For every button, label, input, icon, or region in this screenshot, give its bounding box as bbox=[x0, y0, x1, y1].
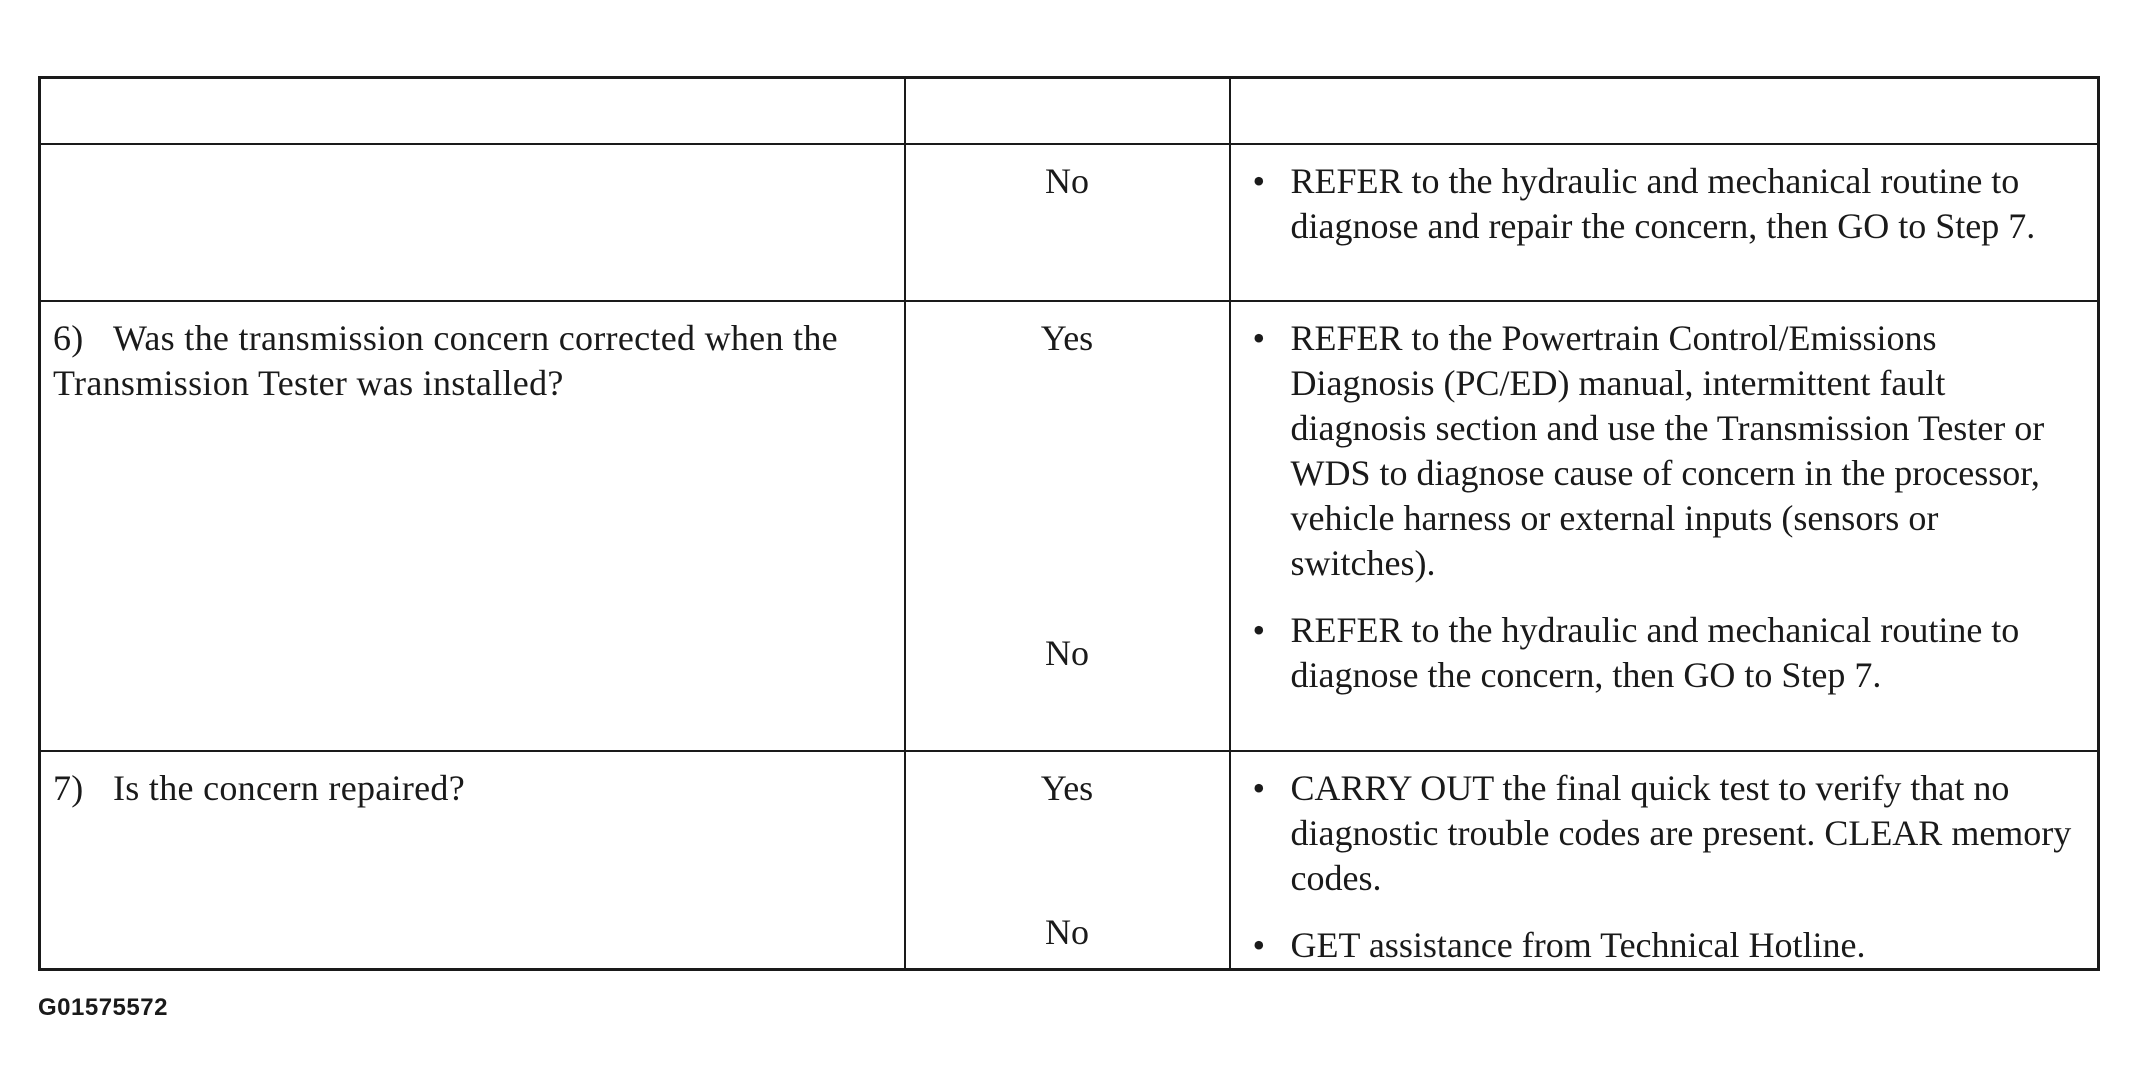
bullet-icon: • bbox=[1252, 610, 1266, 650]
response-cell bbox=[905, 144, 1230, 301]
header-cell-result bbox=[905, 78, 1230, 145]
response-no: No bbox=[1045, 161, 1089, 201]
bullet-icon: • bbox=[1252, 925, 1266, 965]
action-item bbox=[1253, 608, 2082, 698]
question-text: Was the transmission concern corrected when the Transmission Tester was installed? bbox=[53, 318, 838, 403]
bullet-icon: • bbox=[1252, 161, 1266, 201]
action-cell bbox=[1230, 144, 2099, 301]
step-number: 6) bbox=[53, 318, 84, 358]
action-item bbox=[1253, 923, 2082, 968]
question-text: Is the concern repaired? bbox=[113, 768, 465, 808]
response-no: No bbox=[1045, 912, 1089, 952]
bullet-icon: • bbox=[1252, 318, 1266, 358]
action-text: GET assistance from Technical Hotline. bbox=[1290, 925, 1866, 965]
response-no: No bbox=[1045, 633, 1089, 673]
question-cell bbox=[40, 301, 905, 751]
action-item bbox=[1253, 766, 2082, 901]
table-header-row bbox=[40, 78, 2099, 145]
action-text: CARRY OUT the final quick test to verify that no diagnostic trouble codes are present. CLEAR memory codes. bbox=[1290, 768, 2072, 898]
action-item bbox=[1253, 316, 2082, 586]
response-cell bbox=[905, 751, 1230, 970]
diagnostic-table bbox=[38, 76, 2100, 971]
table-row bbox=[40, 301, 2099, 751]
header-cell-test-step bbox=[40, 78, 905, 145]
action-text: REFER to the hydraulic and mechanical routine to diagnose the concern, then GO to Step 7. bbox=[1290, 610, 2020, 695]
action-cell bbox=[1230, 751, 2099, 970]
figure-id: G01575572 bbox=[38, 994, 168, 1021]
table-row bbox=[40, 751, 2099, 970]
response-yes: Yes bbox=[1040, 318, 1094, 358]
action-text: REFER to the hydraulic and mechanical routine to diagnose and repair the concern, then GO to Step 7. bbox=[1290, 161, 2036, 246]
table-row bbox=[40, 144, 2099, 301]
response-yes: Yes bbox=[1040, 768, 1094, 808]
action-item bbox=[1253, 159, 2082, 249]
header-cell-action bbox=[1230, 78, 2099, 145]
question-cell bbox=[40, 144, 905, 301]
action-text: REFER to the Powertrain Control/Emissions Diagnosis (PC/ED) manual, intermittent fault diagnosis section and use the Transmission Tester or WDS to diagnose cause of concern in the processor, vehicle harness or external inputs (sensors or switches). bbox=[1290, 318, 2045, 583]
response-cell bbox=[905, 301, 1230, 751]
action-cell bbox=[1230, 301, 2099, 751]
step-number: 7) bbox=[53, 768, 84, 808]
question-cell bbox=[40, 751, 905, 970]
bullet-icon: • bbox=[1252, 768, 1266, 808]
